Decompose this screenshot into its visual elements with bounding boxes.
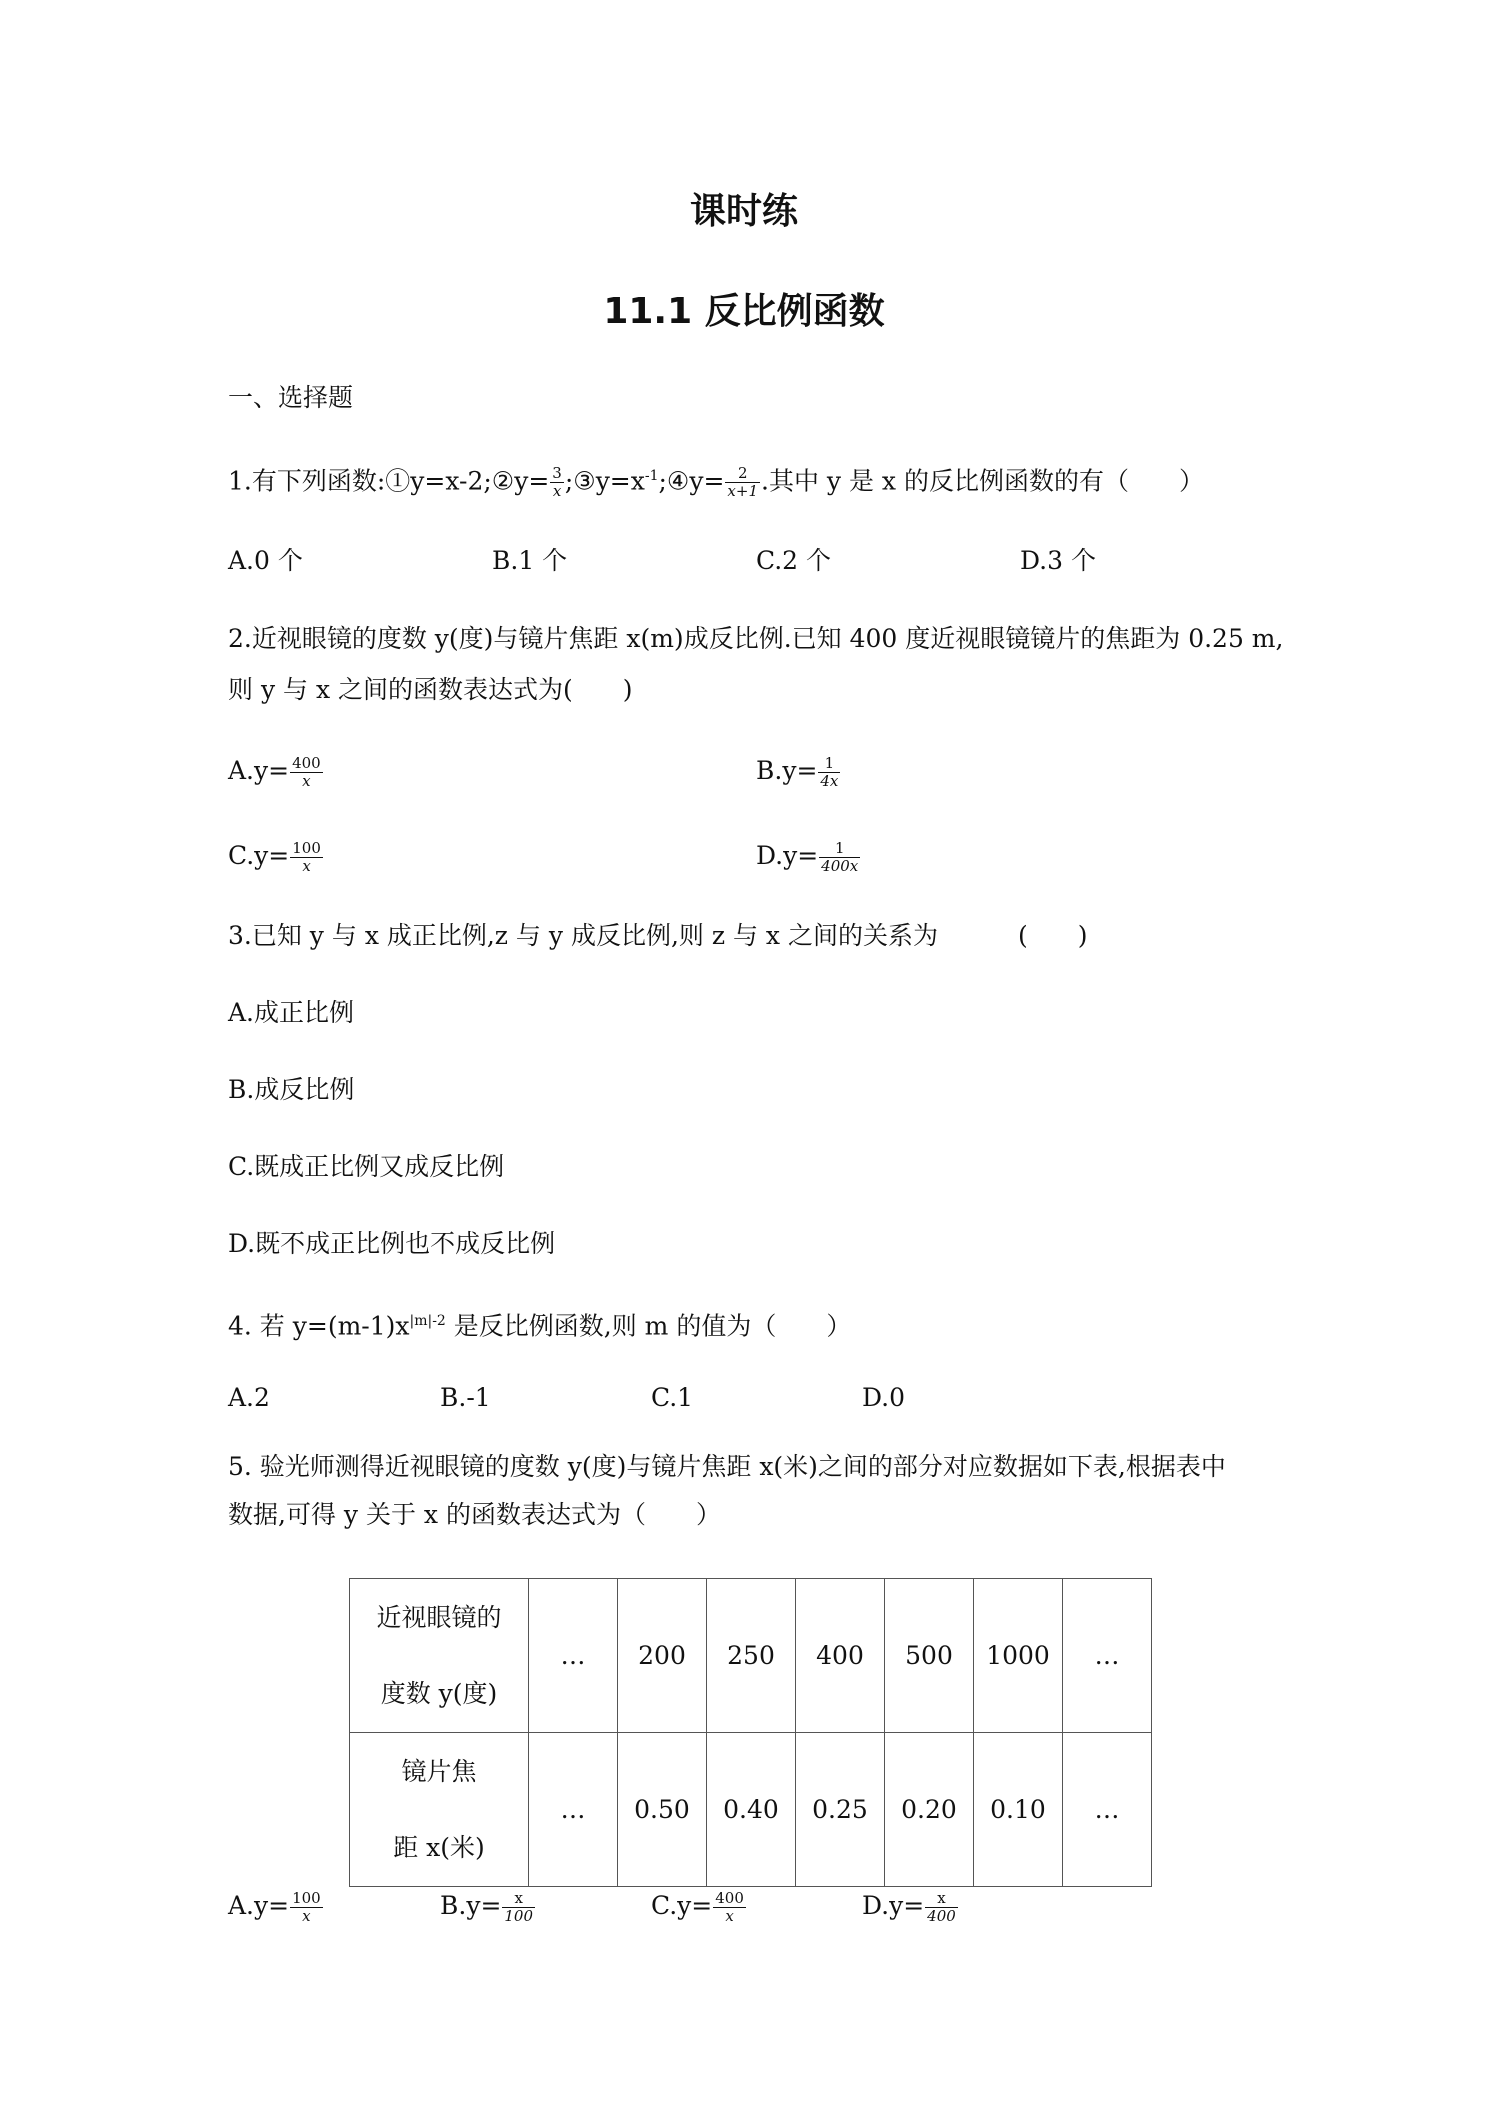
fraction: $\frac{x}{400}$ (927, 1889, 956, 1925)
question-2-option-a: A.y= $\frac{400}{x}$ (228, 754, 321, 790)
question-3-option-b: B.成反比例 (228, 1075, 355, 1104)
table-row (350, 1733, 1152, 1887)
question-2-option-c: C.y= $\frac{100}{x}$ (228, 839, 321, 875)
question-3-answer-paren: ( ) (1018, 921, 1088, 950)
question-3-option-d: D.既不成正比例也不成反比例 (228, 1229, 556, 1258)
question-5-option-d: D.y= $\frac{x}{400}$ (862, 1889, 956, 1925)
table-cell: 0.50 (618, 1733, 707, 1887)
page-title: 课时练 (689, 191, 798, 232)
table-cell: 400 (796, 1579, 885, 1733)
table-cell: 1000 (974, 1579, 1063, 1733)
question-1-option-a: A.0 个 (228, 546, 303, 575)
table-cell: 0.10 (974, 1733, 1063, 1887)
question-5-option-c: C.y= $\frac{400}{x}$ (651, 1889, 744, 1925)
table-cell: 250 (707, 1579, 796, 1733)
question-5-stem-line1: 5. 验光师测得近视眼镜的度数 y(度)与镜片焦距 x(米)之间的部分对应数据如下表,根据表中 (228, 1452, 1226, 1481)
question-3-option-a: A.成正比例 (228, 998, 355, 1027)
question-1-stem: 1.有下列函数:①y=x-2;②y= $\frac{3}{x}$ $;③y=x^{-1};④y=$ $\frac{2}{x+1}$ .其中 y 是 x 的反比例函数的有（ ） (228, 464, 1204, 501)
table-header-cell: 镜片焦 距 x(米) (350, 1733, 529, 1887)
fraction: $\frac{1}{400x}$ (821, 839, 859, 875)
table-cell: 0.25 (796, 1733, 885, 1887)
fraction: $\frac{3}{x}$ (552, 464, 562, 501)
question-4-option-b: B.-1 (440, 1383, 491, 1412)
table-cell: … (1063, 1733, 1152, 1887)
table-cell: 500 (885, 1579, 974, 1733)
question-5-stem-line2: 数据,可得 y 关于 x 的函数表达式为（ ） (228, 1500, 721, 1529)
table-cell: … (1063, 1579, 1152, 1733)
fraction: $\frac{100}{x}$ (292, 1889, 321, 1925)
table-row (350, 1579, 1152, 1733)
question-3-stem: 3.已知 y 与 x 成正比例,z 与 y 成反比例,则 z 与 x 之间的关系为 (228, 921, 938, 950)
question-2-option-d: D.y= $\frac{1}{400x}$ (756, 839, 859, 875)
table-header-cell: 近视眼镜的 度数 y(度) (350, 1579, 529, 1733)
question-1-option-b: B.1 个 (492, 546, 568, 575)
question-3-option-c: C.既成正比例又成反比例 (228, 1152, 505, 1181)
question-4-option-d: D.0 (862, 1383, 906, 1412)
question-2-option-b: B.y= $\frac{1}{4x}$ (756, 754, 839, 790)
question-5-option-b: B.y= $\frac{x}{100}$ (440, 1889, 534, 1925)
table-cell: 0.20 (885, 1733, 974, 1887)
question-4-option-c: C.1 (651, 1383, 694, 1412)
question-5-option-a: A.y= $\frac{100}{x}$ (228, 1889, 321, 1925)
fraction: $\frac{400}{x}$ (715, 1889, 744, 1925)
fraction: $\frac{x}{100}$ (504, 1889, 534, 1925)
lesson-title: 11.1 反比例函数 (603, 291, 885, 332)
question-1-option-d: D.3 个 (1020, 546, 1096, 575)
table-cell: 0.40 (707, 1733, 796, 1887)
fraction: $\frac{2}{x+1}$ (727, 464, 758, 501)
question-4-option-a: A.2 (228, 1383, 270, 1412)
question-4-stem: 4. 若 $y=(m-1)x^{|m|-2}$ 是反比例函数,则 m 的值为（ ） (228, 1311, 852, 1341)
fraction: $\frac{1}{4x}$ (820, 754, 839, 790)
fraction: $\frac{100}{x}$ (292, 839, 321, 875)
table-cell: … (529, 1733, 618, 1887)
section-heading: 一、选择题 (228, 383, 354, 412)
table-cell: 200 (618, 1579, 707, 1733)
data-table (349, 1578, 1152, 1887)
question-2-stem-line1: 2.近视眼镜的度数 y(度)与镜片焦距 x(m)成反比例.已知 400 度近视眼镜镜片的焦距为 0.25 m, (228, 624, 1284, 653)
question-2-stem-line2: 则 y 与 x 之间的函数表达式为( ) (228, 675, 633, 704)
question-1-option-c: C.2 个 (756, 546, 832, 575)
table-cell: … (529, 1579, 618, 1733)
fraction: $\frac{400}{x}$ (292, 754, 321, 790)
